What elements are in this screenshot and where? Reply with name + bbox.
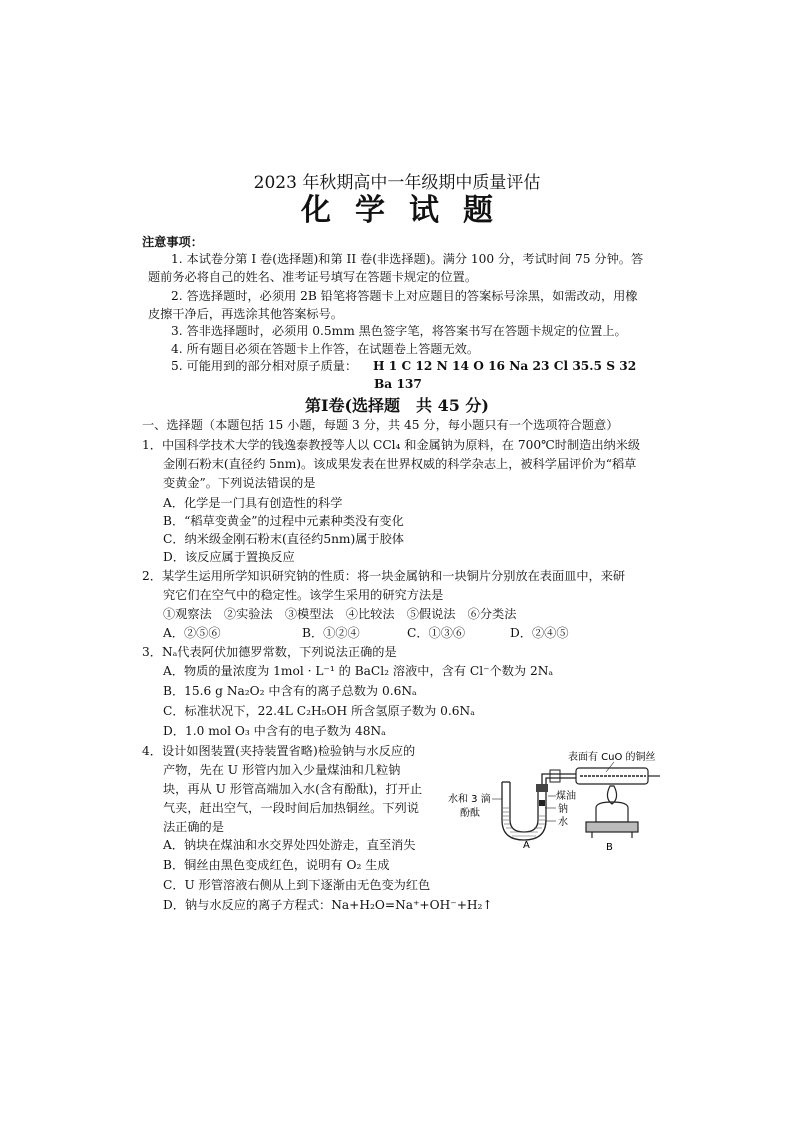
subject-title: 化学试题 [301, 193, 517, 228]
q4-stem-5: 法正确的是 [163, 820, 224, 834]
note-line-5: 3. 答非选择题时，必须用 0.5mm 黑色签字笔，将答案书写在答题卡规定的位置上。 [171, 324, 627, 338]
pinch-clamp [550, 770, 560, 782]
notes-heading: 注意事项： [142, 235, 203, 249]
sodium-piece [539, 800, 545, 806]
q2-option-a: A．②⑤⑥ [163, 626, 221, 640]
pointer-wire [606, 762, 614, 772]
section1-instruction: 一、选择题（本题包括 15 小题，每题 3 分，共 45 分，每小题只有一个选项符合题意） [142, 418, 619, 432]
q4-option-d: D．钠与水反应的离子方程式：Na+H₂O=Na⁺+OH⁻+H₂↑ [163, 898, 493, 912]
q1-option-a: A．化学是一门具有创造性的科学 [163, 496, 343, 510]
atomic-masses: H 1 C 12 N 14 O 16 Na 23 Cl 35.5 S 32 [373, 359, 637, 373]
note-line-3: 2. 答选择题时，必须用 2B 铅笔将答题卡上对应题目的答案标号涂黑，如需改动，用橡 [171, 289, 638, 303]
q4-option-a: A．钠块在煤油和水交界处四处游走，直至消失 [163, 838, 416, 852]
label-copper-wire: 表面有 CuO 的铜丝 [568, 752, 656, 763]
q1-stem-1: 1．中国科学技术大学的钱逸泰教授等人以 CCl₄ 和金属钠为原料，在 700℃时制造出纳米级 [142, 438, 641, 452]
label-water-1: 水和 3 滴 [448, 794, 491, 805]
q1-stem-2: 金刚石粉末(直径约 5nm)。该成果发表在世界权威的科学杂志上，被科学届评价为“稻草 [163, 457, 637, 471]
note-line-2: 题前务必将自己的姓名、准考证号填写在答题卡规定的位置。 [148, 270, 478, 284]
section1-title: 第Ⅰ卷(选择题 共 45 分) [304, 396, 490, 415]
stopper [536, 784, 548, 792]
exam-title: 2023 年秋期高中一年级期中质量评估 [253, 173, 541, 193]
q2-option-b: B．①②④ [302, 626, 360, 640]
q4-option-b: B．铜丝由黑色变成红色，说明有 O₂ 生成 [163, 858, 390, 872]
q1-option-d: D．该反应属于置换反应 [163, 550, 295, 564]
alcohol-lamp [586, 786, 638, 838]
q3-option-d: D．1.0 mol O₃ 中含有的电子数为 48Nₐ [163, 724, 386, 738]
note-line-4: 皮擦干净后，再选涂其他答案标号。 [148, 307, 343, 321]
q2-stem-1: 2．某学生运用所学知识研究钠的性质：将一块金属钠和一块铜片分别放在表面皿中，来研 [142, 569, 626, 583]
q1-option-b: B．“稻草变黄金”的过程中元素种类没有变化 [163, 514, 404, 528]
q3-option-b: B．15.6 g Na₂O₂ 中含有的离子总数为 0.6Nₐ [163, 684, 417, 698]
q1-stem-3: 变黄金”。下列说法错误的是 [163, 476, 316, 490]
note-line-7: 5. 可能用到的部分相对原子质量： [171, 359, 358, 373]
q2-methods: ①观察法 ②实验法 ③模型法 ④比较法 ⑤假说法 ⑥分类法 [163, 607, 517, 621]
note-line-6: 4. 所有题目必须在答题卡上作答，在试题卷上答题无效。 [171, 342, 480, 356]
label-water: 水 [558, 817, 568, 828]
label-a: A [523, 840, 530, 851]
q1-option-c: C．纳米级金刚石粉末(直径约5nm)属于胶体 [163, 532, 404, 546]
q4-stem-4: 气夹，赶出空气，一段时间后加热铜丝。下列说 [163, 801, 419, 815]
q3-stem: 3．Nₐ代表阿伏加德罗常数，下列说法正确的是 [142, 645, 397, 659]
q3-option-a: A．物质的量浓度为 1mol · L⁻¹ 的 BaCl₂ 溶液中，含有 Cl⁻个数为 2Nₐ [163, 664, 554, 678]
q2-option-c: C．①③⑥ [407, 626, 466, 640]
u-tube-liquid [503, 808, 545, 836]
note-line-1: 1. 本试卷分第 I 卷(选择题)和第 II 卷(非选择题)。满分 100 分，考试时间 75 分钟。答 [171, 252, 644, 266]
apparatus-diagram [446, 746, 668, 854]
q4-stem-2: 产物，先在 U 形管内加入少量煤油和几粒钠 [163, 763, 401, 777]
q4-option-c: C．U 形管溶液右侧从上到下逐渐由无色变为红色 [163, 878, 431, 892]
q4-stem-3: 块，再从 U 形管高端加入水(含有酚酞)，打开止 [163, 782, 423, 796]
q2-option-d: D．②④⑤ [510, 626, 569, 640]
q3-option-c: C．标准状况下，22.4L C₂H₅OH 所含氢原子数为 0.6Nₐ [163, 704, 475, 718]
label-kerosene: 煤油 [556, 791, 576, 802]
atomic-mass-ba: Ba 137 [374, 377, 422, 391]
label-water-2: 酚酞 [460, 808, 480, 819]
glass-tube [576, 768, 660, 784]
label-b: B [606, 842, 613, 853]
label-sodium: 钠 [558, 804, 568, 815]
apparatus-drawing [446, 746, 668, 854]
q4-stem-1: 4．设计如图装置(夹持装置省略)检验钠与水反应的 [142, 744, 416, 758]
q2-stem-2: 究它们在空气中的稳定性。该学生采用的研究方法是 [163, 588, 444, 602]
